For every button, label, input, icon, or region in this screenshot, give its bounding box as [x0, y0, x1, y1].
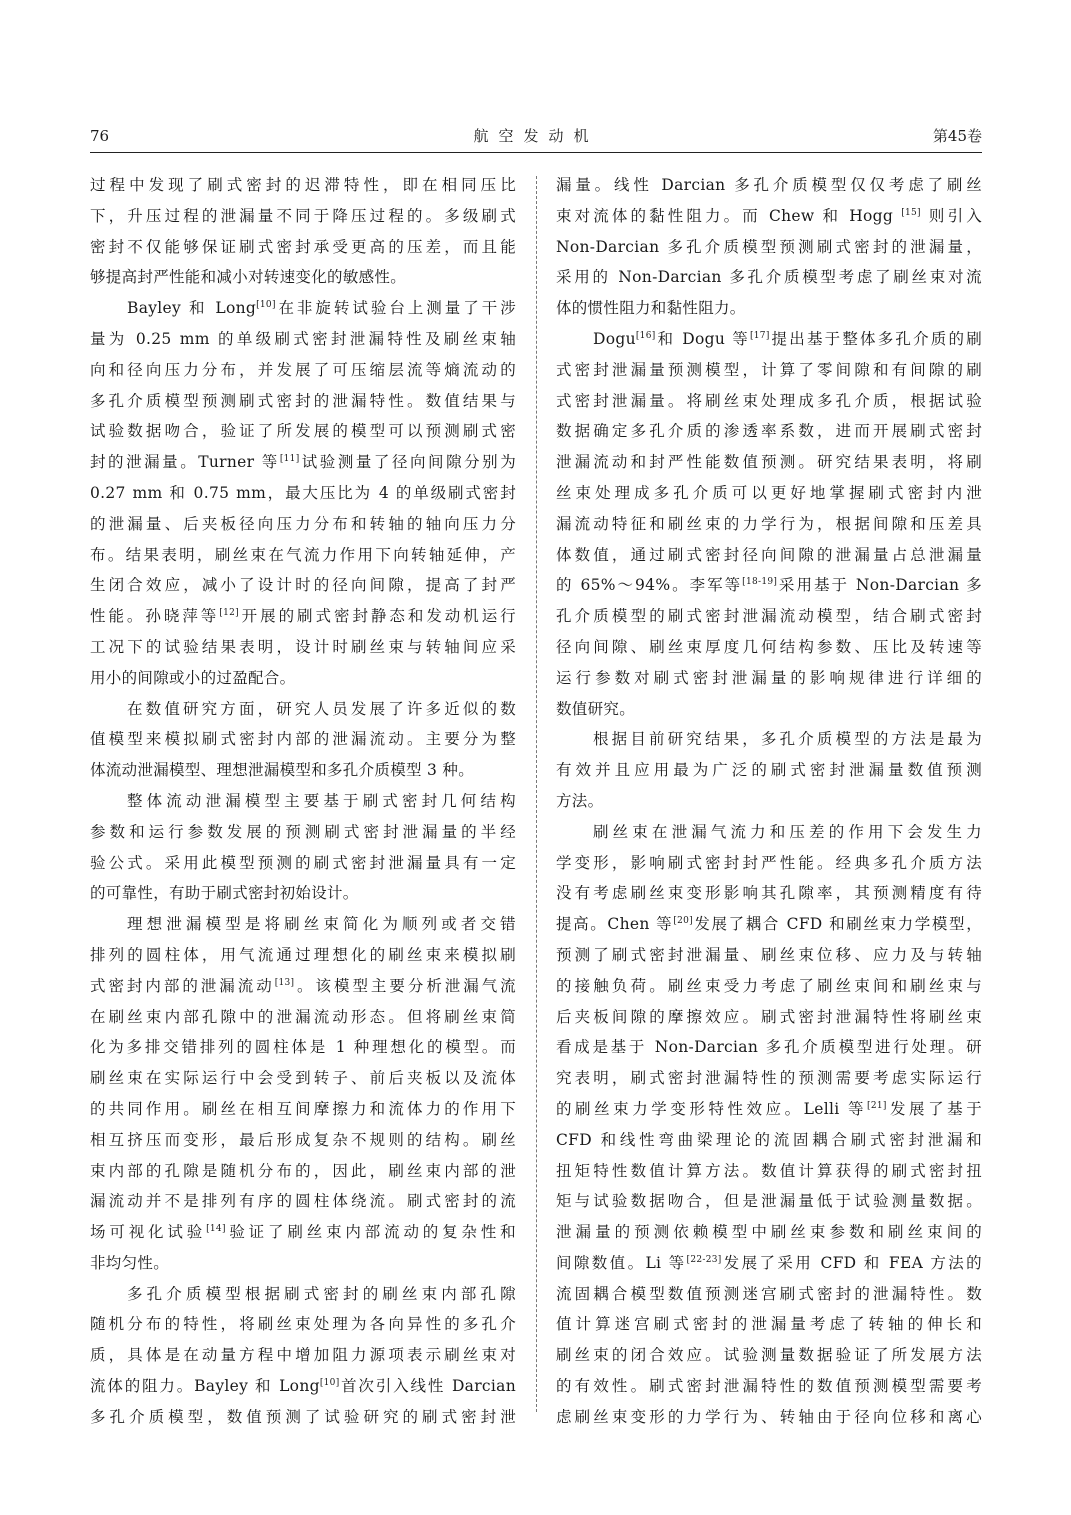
- citation-ref: [15]: [901, 207, 921, 218]
- text-line: [556, 848, 982, 879]
- text-segment: 究表明，刷式密封泄漏特性的预测需要考虑实际运行: [556, 1069, 982, 1088]
- text-line: [556, 1248, 982, 1279]
- text-segment: 的刷丝束力学变形特性效应。Lelli 等: [556, 1099, 868, 1118]
- text-segment: 验证了刷丝束内部流动的复杂性和: [225, 1223, 516, 1242]
- text-line: [90, 663, 516, 694]
- text-line: [556, 1279, 982, 1310]
- text-segment: 随机分布的特性，将刷丝束处理为各向异性的多孔介: [90, 1315, 516, 1334]
- text-segment: 数值研究。: [556, 699, 636, 718]
- text-segment: 值模型来模拟刷式密封内部的泄漏流动。主要分为整: [90, 730, 516, 749]
- text-line: [90, 724, 516, 755]
- text-line: [556, 1125, 982, 1156]
- text-segment: 在非旋转试验台上测量了干涉: [275, 299, 516, 318]
- text-segment: 束内部的孔隙是随机分布的，因此，刷丝束内部的泄: [90, 1161, 516, 1180]
- citation-ref: [11]: [279, 454, 300, 465]
- text-line: [90, 232, 516, 263]
- text-line: [556, 940, 982, 971]
- text-segment: 体流动泄漏模型、理想泄漏模型和多孔介质模型 3 种。: [90, 761, 475, 780]
- text-line: [90, 971, 516, 1002]
- text-line: [556, 1217, 982, 1248]
- text-segment: 采用的 Non-Darcian 多孔介质模型考虑了刷丝束对流: [556, 268, 982, 287]
- text-line: [556, 416, 982, 447]
- text-segment: 虑刷丝束变形的力学行为、转轴由于径向位移和离心: [556, 1407, 982, 1426]
- text-segment: 后夹板间隙的摩擦效应。刷式密封泄漏特性将刷丝束: [556, 1007, 982, 1026]
- text-line: [556, 1063, 982, 1094]
- citation-ref: [13]: [274, 977, 295, 988]
- text-line: [556, 293, 982, 324]
- text-segment: 的有效性。刷式密封泄漏特性的数值预测模型需要考: [556, 1377, 982, 1396]
- text-segment: 体数值，通过刷式密封径向间隙的泄漏量占总泄漏量: [556, 545, 982, 564]
- text-segment: Bayley 和 Long: [127, 299, 257, 318]
- text-line: [90, 940, 516, 971]
- text-line: [556, 570, 982, 601]
- text-line: [90, 386, 516, 417]
- text-segment: Non-Darcian 多孔介质模型预测刷式密封的泄漏量，: [556, 237, 982, 256]
- text-line: [556, 509, 982, 540]
- text-line: [556, 1032, 982, 1063]
- text-segment: CFD 和线性弯曲梁理论的流固耦合刷式密封泄漏和: [556, 1130, 982, 1149]
- text-segment: 漏量。线性 Darcian 多孔介质模型仅仅考虑了刷丝: [556, 176, 982, 194]
- text-line: [556, 755, 982, 786]
- text-segment: 根据目前研究结果，多孔介质模型的方法是最为: [593, 730, 982, 749]
- text-segment: 采用基于 Non-Darcian 多: [777, 576, 983, 595]
- column-divider: [536, 176, 537, 1412]
- journal-title: 航空发动机: [473, 127, 599, 145]
- text-line: [556, 447, 982, 478]
- text-segment: 刷丝束的闭合效应。试验测量数据验证了所发展方法: [556, 1346, 982, 1365]
- text-segment: 的可靠性，有助于刷式密封初始设计。: [90, 884, 359, 903]
- text-segment: 值计算迷宫刷式密封的泄漏量考虑了转轴的伸长和: [556, 1315, 982, 1334]
- text-line: [90, 848, 516, 879]
- text-segment: 式密封内部的泄漏流动: [90, 976, 275, 995]
- text-line: [556, 694, 982, 725]
- left-column: [90, 170, 516, 1433]
- text-segment: 束对流体的黏性阻力。而 Chew 和 Hogg: [556, 206, 902, 225]
- text-segment: 式密封泄漏量预测模型，计算了零间隙和有间隙的刷: [556, 360, 982, 379]
- text-line: [90, 416, 516, 447]
- text-segment: 多孔介质模型根据刷式密封的刷丝束内部孔隙: [127, 1284, 516, 1303]
- text-segment: 工况下的试验结果表明，设计时刷丝束与转轴间应采: [90, 637, 516, 656]
- text-segment: 提出基于整体多孔介质的刷: [769, 329, 982, 348]
- text-segment: 矩与试验数据吻合，但是泄漏量低于试验测量数据。: [556, 1192, 982, 1211]
- text-segment: 发展了基于: [886, 1099, 982, 1118]
- text-line: [90, 170, 516, 201]
- text-segment: 发展了耦合 CFD 和刷丝束力学模型，: [693, 915, 982, 934]
- text-line: [90, 1032, 516, 1063]
- text-segment: 封的泄漏量。Turner 等: [90, 453, 280, 472]
- text-segment: 参数和运行参数发展的预测刷式密封泄漏量的半经: [90, 822, 516, 841]
- text-line: [90, 755, 516, 786]
- text-segment: 泄漏流动和封严性能数值预测。研究结果表明，将刷: [556, 453, 982, 472]
- text-line: [90, 1186, 516, 1217]
- citation-ref: [12]: [219, 608, 239, 618]
- text-line: [556, 1002, 982, 1033]
- text-segment: 化为多排交错排列的圆柱体是 1 种理想化的模型。而: [90, 1038, 516, 1057]
- text-segment: 没有考虑刷丝束变形影响其孔隙率，其预测精度有待: [556, 884, 982, 903]
- text-line: [90, 1371, 516, 1402]
- text-line: [556, 1309, 982, 1340]
- text-segment: 在数值研究方面，研究人员发展了许多近似的数: [127, 699, 516, 718]
- text-segment: 排列的圆柱体，用气流通过理想化的刷丝束来模拟刷: [90, 945, 516, 964]
- text-segment: 流固耦合模型数值预测迷宫刷式密封的泄漏特性。数: [556, 1284, 982, 1303]
- text-segment: 体的惯性阻力和黏性阻力。: [556, 299, 746, 318]
- text-line: [90, 601, 516, 632]
- text-segment: 布。结果表明，刷丝束在气流力作用下向转轴延伸，产: [90, 545, 516, 564]
- text-line: [90, 1217, 516, 1248]
- text-line: [90, 570, 516, 601]
- text-line: [556, 355, 982, 386]
- text-line: [90, 1309, 516, 1340]
- text-line: [90, 817, 516, 848]
- text-line: [556, 1156, 982, 1187]
- text-segment: 质，具体是在动量方程中增加阻力源项表示刷丝束对: [90, 1346, 516, 1365]
- text-segment: 流体的阻力。Bayley 和 Long: [90, 1377, 320, 1396]
- text-line: [556, 540, 982, 571]
- text-segment: 用小的间隙或小的过盈配合。: [90, 668, 296, 687]
- text-segment: 方法。: [556, 791, 604, 810]
- text-segment: 则引入: [920, 206, 982, 225]
- text-line: [556, 262, 982, 293]
- text-line: [556, 232, 982, 263]
- text-line: [556, 1186, 982, 1217]
- text-line: [90, 1125, 516, 1156]
- text-segment: 径向间隙、刷丝束厚度几何结构参数、压比及转速等: [556, 637, 982, 656]
- text-line: [556, 971, 982, 1002]
- text-segment: 丝束处理成多孔介质可以更好地掌握刷式密封内泄: [556, 483, 982, 502]
- text-segment: 在刷丝束内部孔隙中的泄漏流动形态。但将刷丝束简: [90, 1007, 516, 1026]
- text-line: [556, 909, 982, 940]
- text-segment: 试验数据吻合，验证了所发展的模型可以预测刷式密: [90, 422, 516, 441]
- text-segment: Dogu: [593, 329, 636, 348]
- text-segment: 。该模型主要分析泄漏气流: [294, 976, 516, 995]
- text-segment: 刷丝束在实际运行中会受到转子、前后夹板以及流体: [90, 1069, 516, 1088]
- text-line: [556, 201, 982, 232]
- citation-ref: [14]: [206, 1223, 226, 1234]
- text-line: [90, 447, 516, 478]
- text-segment: 和 Dogu 等: [655, 329, 750, 348]
- citation-ref: [10]: [256, 300, 276, 311]
- text-segment: 间隙数值。Li 等: [556, 1253, 687, 1272]
- text-segment: 预测了刷式密封泄漏量、刷丝束位移、应力及与转轴: [556, 945, 982, 964]
- text-segment: 刷丝束在泄漏气流力和压差的作用下会发生力: [593, 822, 982, 841]
- text-segment: 场可视化试验: [90, 1223, 207, 1242]
- text-segment: 性能。孙晓萍等: [90, 607, 220, 626]
- text-line: [556, 724, 982, 755]
- text-line: [90, 1002, 516, 1033]
- citation-ref: [21]: [867, 1100, 887, 1111]
- text-line: [90, 1248, 516, 1279]
- text-segment: 整体流动泄漏模型主要基于刷式密封几何结构: [127, 791, 516, 810]
- text-segment: 泄漏量的预测依赖模型中刷丝束参数和刷丝束间的: [556, 1223, 982, 1242]
- text-segment: 的接触负荷。刷丝束受力考虑了刷丝束间和刷丝束与: [556, 976, 982, 995]
- text-segment: 数据确定多孔介质的渗透率系数，进而开展刷式密封: [556, 422, 982, 441]
- text-line: [90, 293, 516, 324]
- text-segment: 运行参数对刷式密封泄漏量的影响规律进行详细的: [556, 668, 982, 687]
- citation-ref: [17]: [749, 330, 770, 341]
- text-line: [90, 355, 516, 386]
- page-number: 76: [90, 127, 110, 145]
- citation-ref: [22-23]: [686, 1254, 722, 1265]
- citation-ref: [16]: [635, 330, 656, 341]
- text-line: [556, 1340, 982, 1371]
- text-line: [90, 632, 516, 663]
- volume-label: 第45卷: [932, 127, 982, 145]
- text-line: [556, 478, 982, 509]
- text-line: [556, 786, 982, 817]
- text-line: [90, 324, 516, 355]
- text-segment: 验公式。采用此模型预测的刷式密封泄漏量具有一定: [90, 853, 516, 872]
- text-line: [556, 878, 982, 909]
- text-line: [556, 1094, 982, 1125]
- text-line: [556, 817, 982, 848]
- citation-ref: [20]: [673, 915, 693, 926]
- text-segment: 的共同作用。刷丝在相互间摩擦力和流体力的作用下: [90, 1099, 516, 1118]
- text-line: [556, 324, 982, 355]
- text-segment: 多孔介质模型预测刷式密封的泄漏特性。数值结果与: [90, 391, 516, 410]
- text-segment: 0.27 mm 和 0.75 mm，最大压比为 4 的单级刷式密封: [90, 483, 516, 502]
- text-segment: 过程中发现了刷式密封的迟滞特性，即在相同压比: [90, 176, 516, 194]
- text-segment: 首次引入线性 Darcian: [339, 1377, 516, 1396]
- text-segment: 相互挤压而变形，最后形成复杂不规则的结构。刷丝: [90, 1130, 516, 1149]
- text-segment: 的泄漏量、后夹板径向压力分布和转轴的轴向压力分: [90, 514, 516, 533]
- text-line: [90, 878, 516, 909]
- text-line: [90, 1402, 516, 1433]
- text-segment: 提高。Chen 等: [556, 915, 674, 934]
- text-line: [556, 601, 982, 632]
- text-line: [90, 478, 516, 509]
- text-line: [90, 1156, 516, 1187]
- text-line: [90, 262, 516, 293]
- text-segment: 量为 0.25 mm 的单级刷式密封泄漏特性及刷丝束轴: [90, 329, 516, 348]
- citation-ref: [10]: [319, 1377, 340, 1388]
- page-header: [90, 126, 982, 153]
- text-line: [556, 663, 982, 694]
- text-segment: 多孔介质模型，数值预测了试验研究的刷式密封泄: [90, 1407, 516, 1426]
- text-line: [556, 386, 982, 417]
- text-line: [556, 170, 982, 201]
- text-segment: 式密封泄漏量。将刷丝束处理成多孔介质，根据试验: [556, 391, 982, 410]
- text-line: [90, 909, 516, 940]
- text-segment: 够提高封严性能和减小对转速变化的敏感性。: [90, 268, 407, 287]
- citation-ref: [18-19]: [742, 577, 778, 588]
- text-segment: 开展的刷式密封静态和发动机运行: [238, 607, 516, 626]
- text-segment: 理想泄漏模型是将刷丝束简化为顺列或者交错: [127, 915, 516, 934]
- text-line: [556, 1402, 982, 1433]
- right-column: [556, 170, 982, 1433]
- text-segment: 漏流动并不是排列有序的圆柱体绕流。刷式密封的流: [90, 1192, 516, 1211]
- text-line: [90, 1279, 516, 1310]
- text-segment: 下，升压过程的泄漏量不同于降压过程的。多级刷式: [90, 206, 516, 225]
- text-segment: 的 65%～94%。李军等: [556, 576, 743, 595]
- text-segment: 扭矩特性数值计算方法。数值计算获得的刷式密封扭: [556, 1161, 982, 1180]
- text-segment: 有效并且应用最为广泛的刷式密封泄漏量数值预测: [556, 761, 982, 780]
- text-segment: 看成是基于 Non-Darcian 多孔介质模型进行处理。研: [556, 1038, 982, 1057]
- text-line: [90, 1094, 516, 1125]
- text-line: [556, 1371, 982, 1402]
- text-line: [90, 694, 516, 725]
- text-segment: 试验测量了径向间隙分别为: [299, 453, 516, 472]
- text-segment: 漏流动特征和刷丝束的力学行为，根据间隙和压差具: [556, 514, 982, 533]
- text-segment: 密封不仅能够保证刷式密封承受更高的压差，而且能: [90, 237, 516, 256]
- text-segment: 发展了采用 CFD 和 FEA 方法的: [721, 1253, 982, 1272]
- text-segment: 非均匀性。: [90, 1253, 170, 1272]
- text-line: [90, 201, 516, 232]
- text-line: [90, 540, 516, 571]
- text-line: [90, 509, 516, 540]
- text-segment: 学变形，影响刷式密封封严性能。经典多孔介质方法: [556, 853, 982, 872]
- text-segment: 孔介质模型的刷式密封泄漏流动模型，结合刷式密封: [556, 607, 982, 626]
- text-line: [90, 1340, 516, 1371]
- text-segment: 向和径向压力分布，并发展了可压缩层流等熵流动的: [90, 360, 516, 379]
- text-line: [90, 786, 516, 817]
- text-segment: 生闭合效应，减小了设计时的径向间隙，提高了封严: [90, 576, 516, 595]
- text-line: [556, 632, 982, 663]
- text-line: [90, 1063, 516, 1094]
